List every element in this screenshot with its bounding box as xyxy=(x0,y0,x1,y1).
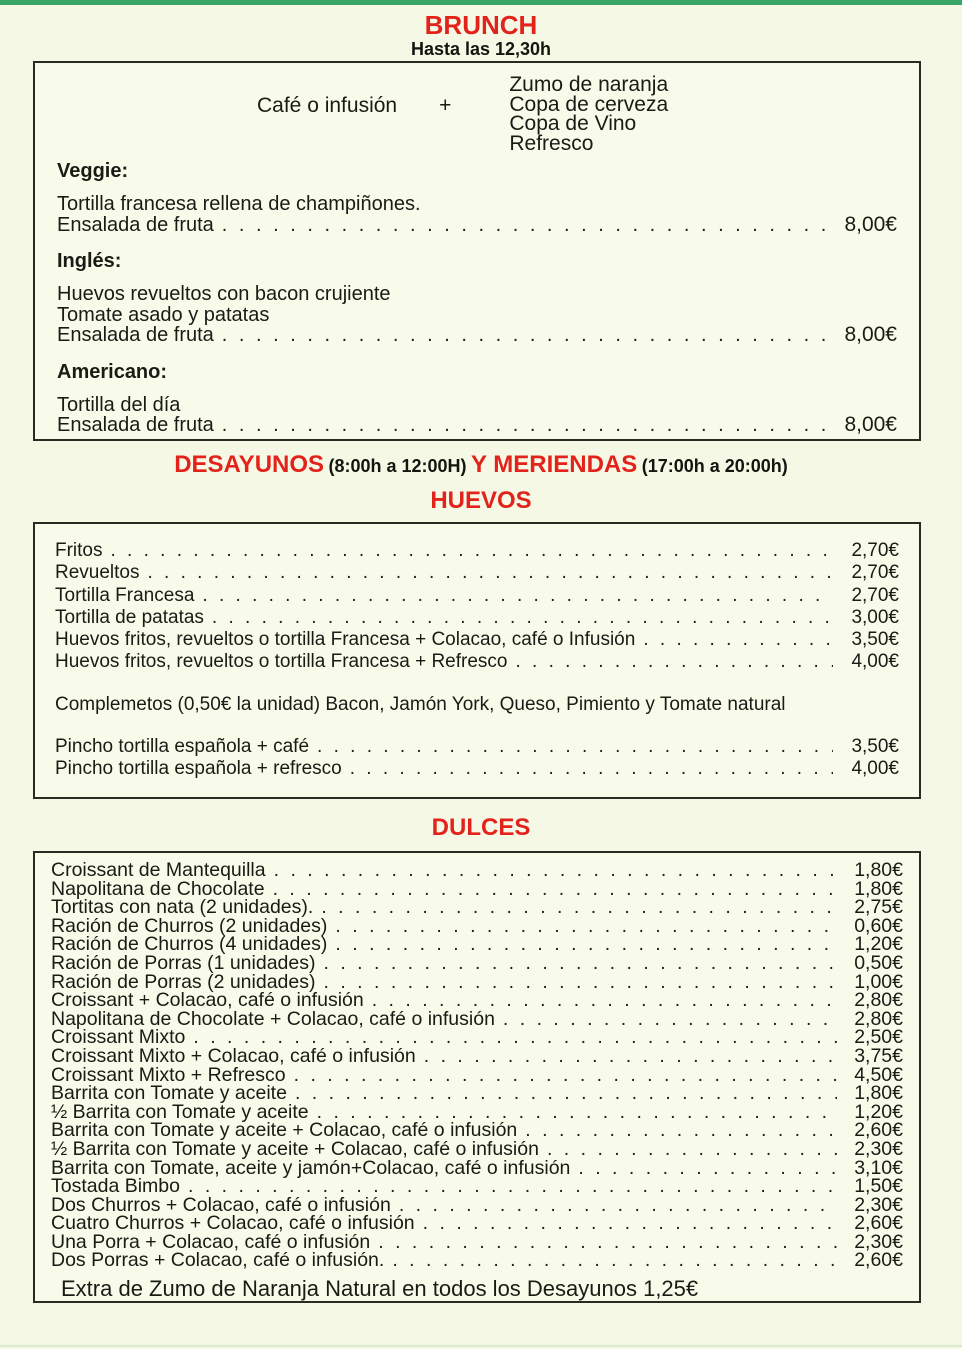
item-price: 2,60€ xyxy=(854,1119,903,1142)
dot-leader xyxy=(148,562,834,584)
menu-item-row xyxy=(51,898,903,917)
item-label: Ración de Porras (1 unidades) xyxy=(51,951,316,974)
menu-item-row xyxy=(55,758,899,780)
combo-drink-label: Café o infusión xyxy=(257,94,398,117)
dot-leader xyxy=(525,1121,837,1140)
dot-leader xyxy=(516,651,834,673)
dulces-box xyxy=(33,851,921,1303)
item-price: 0,50€ xyxy=(854,951,903,974)
item-price: 3,50€ xyxy=(851,629,899,651)
dot-leader xyxy=(424,1047,837,1066)
item-price: 0,60€ xyxy=(854,914,903,937)
item-price: 8,00€ xyxy=(844,212,897,236)
item-price: 2,70€ xyxy=(851,562,899,584)
menu-item-row xyxy=(55,651,899,673)
item-price: 2,80€ xyxy=(854,989,903,1012)
item-label: Pincho tortilla española + refresco xyxy=(55,758,342,780)
item-label: Ración de Churros (2 unidades) xyxy=(51,914,328,937)
brunch-combo-drink xyxy=(257,94,451,118)
item-price: 4,00€ xyxy=(851,758,899,780)
item-price: 8,00€ xyxy=(844,323,897,346)
item-label: Una Porra + Colacao, café o infusión xyxy=(51,1230,371,1253)
brunch-combo xyxy=(57,75,897,153)
brunch-title: BRUNCH xyxy=(424,10,538,40)
menu-item-row xyxy=(55,629,899,651)
item-label: Barrita con Tomate y aceite + Colacao, café o infusión xyxy=(51,1119,518,1142)
brunch-item-line: Tortilla francesa rellena de champiñones. xyxy=(57,193,421,215)
item-price: 2,80€ xyxy=(854,1007,903,1030)
item-label: Dos Porras + Colacao, café o infusión. xyxy=(51,1249,385,1272)
combo-option: Copa de cerveza xyxy=(509,92,669,116)
item-label: Fritos xyxy=(55,540,103,561)
item-price: 8,00€ xyxy=(844,413,897,436)
menu-item-row xyxy=(51,1044,903,1067)
item-label: Ensalada de fruta xyxy=(57,213,214,236)
item-label: Croissant Mixto + Colacao, café o infusión xyxy=(51,1044,416,1067)
dot-leader xyxy=(392,1251,837,1270)
item-price: 1,20€ xyxy=(854,933,903,956)
dot-leader xyxy=(273,880,837,899)
item-price: 1,00€ xyxy=(854,970,903,993)
menu-item-row xyxy=(55,562,899,584)
item-label: Napolitana de Chocolate + Colacao, café o infusión xyxy=(51,1007,495,1030)
brunch-priced-row xyxy=(57,212,897,236)
item-label: Pincho tortilla española + café xyxy=(55,735,310,757)
item-label: Barrita con Tomate y aceite xyxy=(51,1082,287,1105)
menu-item-row xyxy=(51,1084,903,1103)
item-price: 4,50€ xyxy=(854,1063,903,1086)
dot-leader xyxy=(335,935,837,954)
item-label: Tostada Bimbo xyxy=(51,1175,180,1198)
item-label: Croissant de Mantequilla xyxy=(51,859,266,881)
item-label: Croissant Mixto xyxy=(51,1026,186,1049)
item-label: Barrita con Tomate, aceite y jamón+Colacao, café o infusión xyxy=(51,1156,571,1179)
combo-option: Refresco xyxy=(509,131,594,155)
item-label: Ensalada de fruta xyxy=(57,324,214,346)
menu-item-row xyxy=(55,736,899,758)
item-price: 3,10€ xyxy=(854,1156,903,1179)
dot-leader xyxy=(578,1159,837,1178)
menu-item-row xyxy=(51,1251,903,1270)
dot-leader xyxy=(335,917,837,936)
combo-plus-sign: + xyxy=(439,94,452,117)
dot-leader xyxy=(212,607,833,629)
dot-leader xyxy=(503,1010,837,1029)
top-green-bar xyxy=(0,0,962,5)
brunch-item-line: Tomate asado y patatas xyxy=(57,303,270,326)
dot-leader xyxy=(321,898,837,917)
item-label: ½ Barrita con Tomate y aceite xyxy=(51,1100,309,1123)
extra-zumo-note: Extra de Zumo de Naranja Natural en todos los Desayunos 1,25€ xyxy=(61,1276,699,1302)
item-label: Ensalada de fruta xyxy=(57,414,214,436)
item-label: ½ Barrita con Tomate y aceite + Colacao, café o infusión xyxy=(51,1137,539,1160)
huevos-box xyxy=(33,522,921,799)
item-label: Napolitana de Chocolate xyxy=(51,877,265,900)
item-price: 2,75€ xyxy=(854,896,903,919)
brunch-priced-row xyxy=(57,415,897,436)
brunch-group-heading: Veggie: xyxy=(57,160,129,182)
pincho-rows xyxy=(55,736,899,781)
brunch-priced-row xyxy=(57,325,897,346)
item-price: 1,80€ xyxy=(854,859,903,881)
dot-leader xyxy=(274,861,837,880)
desayunos-title: DESAYUNOS xyxy=(174,451,325,478)
item-price: 2,70€ xyxy=(851,540,899,561)
item-price: 3,50€ xyxy=(851,735,899,757)
brunch-item-line: Huevos revueltos con bacon crujiente xyxy=(57,283,391,305)
menu-item-row xyxy=(55,540,899,562)
desayunos-meriendas-header xyxy=(0,451,962,482)
item-price: 1,50€ xyxy=(854,1175,903,1198)
dot-leader xyxy=(188,1177,837,1196)
huevos-title: HUEVOS xyxy=(430,487,532,514)
item-label: Croissant + Colacao, café o infusión xyxy=(51,989,364,1012)
item-price: 3,75€ xyxy=(854,1044,903,1067)
complementos-note: Complemetos (0,50€ la unidad) Bacon, Jamón York, Queso, Pimiento y Tomate natural xyxy=(55,693,786,715)
menu-item-row xyxy=(51,861,903,880)
menu-item-row xyxy=(51,1177,903,1196)
item-label: Tortilla de patatas xyxy=(55,606,204,628)
dot-leader xyxy=(350,758,833,780)
item-price: 1,80€ xyxy=(854,1082,903,1105)
dot-leader xyxy=(222,325,831,346)
item-price: 2,50€ xyxy=(854,1026,903,1049)
menu-item-row xyxy=(51,1137,903,1160)
item-label: Huevos fritos, revueltos o tortilla Francesa + Colacao, café o Infusión xyxy=(55,629,636,651)
item-price: 4,00€ xyxy=(851,651,899,673)
dot-leader xyxy=(399,1196,837,1215)
dot-leader xyxy=(378,1233,837,1252)
brunch-box xyxy=(33,61,921,441)
dot-leader xyxy=(111,540,834,562)
brunch-group-heading: Americano: xyxy=(57,360,168,383)
item-price: 2,60€ xyxy=(854,1212,903,1235)
dot-leader xyxy=(317,736,833,758)
item-label: Dos Churros + Colacao, café o infusión xyxy=(51,1193,391,1216)
brunch-group xyxy=(57,395,897,436)
dot-leader xyxy=(295,1084,837,1103)
dot-leader xyxy=(202,585,833,607)
item-price: 2,30€ xyxy=(854,1230,903,1253)
meriendas-title: Y MERIENDAS xyxy=(471,451,638,478)
item-label: Ración de Porras (2 unidades) xyxy=(51,970,316,993)
brunch-combo-options xyxy=(509,75,668,153)
dot-leader xyxy=(294,1066,837,1085)
dot-leader xyxy=(323,954,837,973)
item-label: Tortilla Francesa xyxy=(55,584,195,606)
dot-leader xyxy=(323,973,837,992)
menu-item-row xyxy=(51,991,903,1010)
dulces-title: DULCES xyxy=(431,814,531,841)
dot-leader xyxy=(547,1140,837,1159)
brunch-subtitle: Hasta las 12,30h xyxy=(410,39,552,59)
item-label: Cuatro Churros + Colacao, café o infusión xyxy=(51,1212,415,1235)
combo-option: Zumo de naranja xyxy=(509,73,669,96)
dot-leader xyxy=(372,991,837,1010)
desayunos-hours: (8:00h a 12:00H) xyxy=(328,456,467,476)
combo-option: Copa de Vino xyxy=(509,112,637,135)
dot-leader xyxy=(643,629,833,651)
item-label: Tortitas con nata (2 unidades). xyxy=(51,896,314,919)
item-label: Croissant Mixto + Refresco xyxy=(51,1063,286,1086)
brunch-group xyxy=(57,284,897,346)
item-label: Huevos fritos, revueltos o tortilla Francesa + Refresco xyxy=(55,651,508,673)
dot-leader xyxy=(222,215,831,236)
meriendas-hours: (17:00h a 20:00h) xyxy=(641,456,788,476)
brunch-group-heading: Inglés: xyxy=(57,250,122,272)
dot-leader xyxy=(423,1214,837,1233)
item-price: 2,70€ xyxy=(851,584,899,606)
item-price: 2,30€ xyxy=(854,1193,903,1216)
brunch-group xyxy=(57,194,897,235)
menu-item-row xyxy=(55,585,899,607)
item-label: Ración de Churros (4 unidades) xyxy=(51,933,328,956)
dot-leader xyxy=(222,415,831,436)
menu-item-row xyxy=(55,607,899,629)
item-label: Revueltos xyxy=(55,562,140,584)
item-price: 3,00€ xyxy=(851,606,899,628)
item-price: 2,60€ xyxy=(854,1249,903,1272)
item-price: 1,20€ xyxy=(854,1100,903,1123)
item-price: 1,80€ xyxy=(854,877,903,900)
menu-item-row xyxy=(51,951,903,974)
item-price: 2,30€ xyxy=(854,1137,903,1160)
brunch-item-line: Tortilla del día xyxy=(57,393,181,416)
